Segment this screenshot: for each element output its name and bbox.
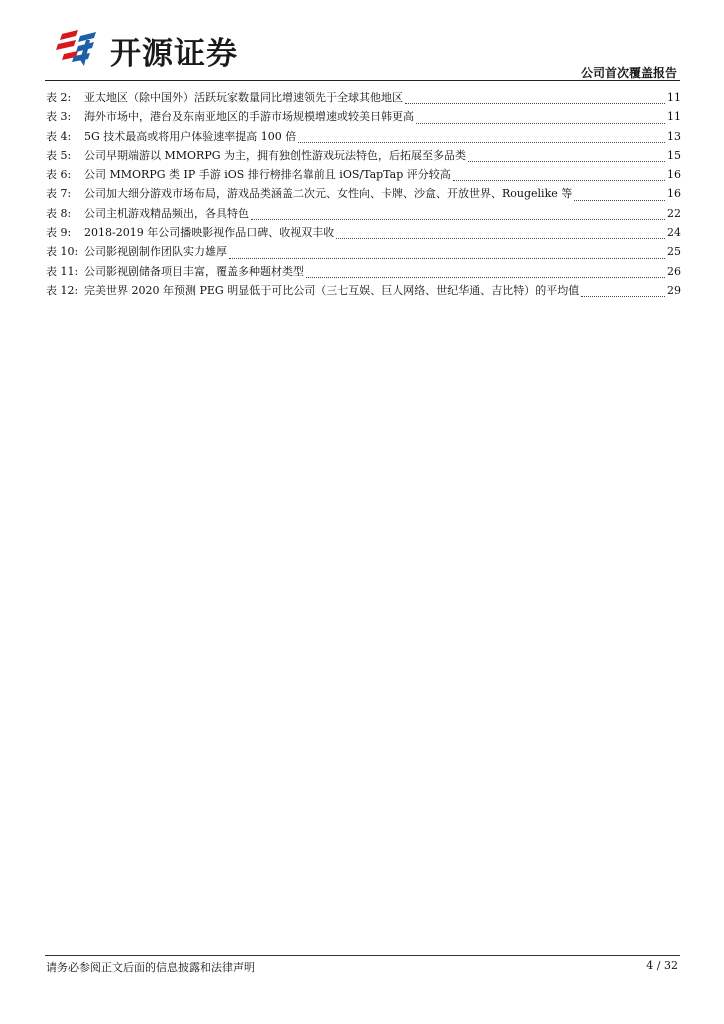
toc-entry[interactable] <box>46 128 681 147</box>
toc-entry[interactable] <box>46 147 681 166</box>
toc-entry[interactable] <box>46 282 681 301</box>
page-number: 4 / 32 <box>646 959 678 972</box>
toc-entry-title: 完美世界 2020 年预测 PEG 明显低于可比公司（三七互娱、巨人网络、世纪华通、吉比特）的平均值 <box>84 283 580 297</box>
toc-entry-title: 公司主机游戏精品频出，各具特色 <box>84 206 249 220</box>
toc-entry-page: 25 <box>667 245 681 259</box>
toc-entry-page: 24 <box>667 226 681 240</box>
footer-divider <box>45 955 680 956</box>
toc-entry-label: 表 7: <box>46 187 72 201</box>
toc-entry[interactable] <box>46 89 681 108</box>
toc-entry-title: 公司早期端游以 MMORPG 为主，拥有独创性游戏玩法特色，后拓展至多品类 <box>84 148 467 162</box>
toc-entry-title: 海外市场中，港台及东南亚地区的手游市场规模增速或较美日韩更高 <box>84 110 414 124</box>
toc-entry-title: 亚太地区（除中国外）活跃玩家数量同比增速领先于全球其他地区 <box>84 91 403 104</box>
toc-leader-dots <box>251 219 665 220</box>
toc-leader-dots <box>306 277 665 278</box>
toc-leader-dots <box>581 296 665 297</box>
toc-entry-title: 5G 技术最高或将用户体验速率提高 100 倍 <box>84 129 297 143</box>
toc-entry-page: 22 <box>667 206 681 220</box>
toc-entry[interactable] <box>46 243 681 262</box>
toc-entry[interactable] <box>46 224 681 243</box>
toc-entry[interactable] <box>46 185 681 204</box>
toc-entry-title: 2018-2019 年公司播映影视作品口碑、收视双丰收 <box>84 226 335 240</box>
toc-entry-title: 公司加大细分游戏市场布局，游戏品类涵盖二次元、女性向、卡牌、沙盒、开放世界、Rougelike 等 <box>84 187 573 201</box>
page-header <box>0 0 724 82</box>
toc-entry-title: 公司 MMORPG 类 IP 手游 iOS 排行榜排名靠前且 iOS/TapTap 评分较高 <box>84 168 451 182</box>
toc-entry-label: 表 9: <box>46 226 72 240</box>
toc-entry[interactable] <box>46 205 681 224</box>
toc-entry-page: 26 <box>667 264 681 278</box>
toc-entry-label: 表 2: <box>46 91 72 104</box>
company-logo <box>56 26 296 72</box>
toc-entry-page: 15 <box>667 148 681 162</box>
toc-leader-dots <box>229 258 665 259</box>
toc-leader-dots <box>405 103 665 104</box>
toc-entry-label: 表 11: <box>46 264 79 278</box>
table-of-contents <box>46 89 681 301</box>
toc-entry-label: 表 4: <box>46 129 72 143</box>
toc-entry-label: 表 12: <box>46 283 79 297</box>
toc-entry-page: 29 <box>667 283 681 297</box>
toc-entry-label: 表 6: <box>46 168 72 182</box>
toc-leader-dots <box>453 180 665 181</box>
footer-disclaimer: 请务必参阅正文后面的信息披露和法律声明 <box>46 961 255 974</box>
toc-entry-page: 16 <box>667 187 681 201</box>
toc-entry-label: 表 3: <box>46 110 72 124</box>
toc-entry-title: 公司影视剧储备项目丰富，覆盖多种题材类型 <box>84 264 304 278</box>
toc-entry-label: 表 8: <box>46 206 72 220</box>
toc-leader-dots <box>298 142 665 143</box>
header-divider <box>45 80 680 81</box>
toc-leader-dots <box>416 123 665 124</box>
toc-entry[interactable] <box>46 166 681 185</box>
toc-entry-label: 表 5: <box>46 148 72 162</box>
toc-entry-title: 公司影视剧制作团队实力雄厚 <box>84 245 227 259</box>
toc-entry[interactable] <box>46 263 681 282</box>
report-type: 公司首次覆盖报告 <box>580 66 677 80</box>
toc-leader-dots <box>336 238 665 239</box>
toc-entry-page: 16 <box>667 168 681 182</box>
toc-entry-page: 13 <box>667 129 681 143</box>
toc-entry[interactable] <box>46 108 681 127</box>
toc-leader-dots <box>468 161 665 162</box>
toc-entry-label: 表 10: <box>46 245 79 259</box>
toc-leader-dots <box>574 200 665 201</box>
logo-text: 开源证券 <box>110 36 238 72</box>
toc-entry-page: 11 <box>667 110 681 124</box>
toc-entry-page: 11 <box>667 91 681 104</box>
logo-mark-icon <box>56 26 102 68</box>
